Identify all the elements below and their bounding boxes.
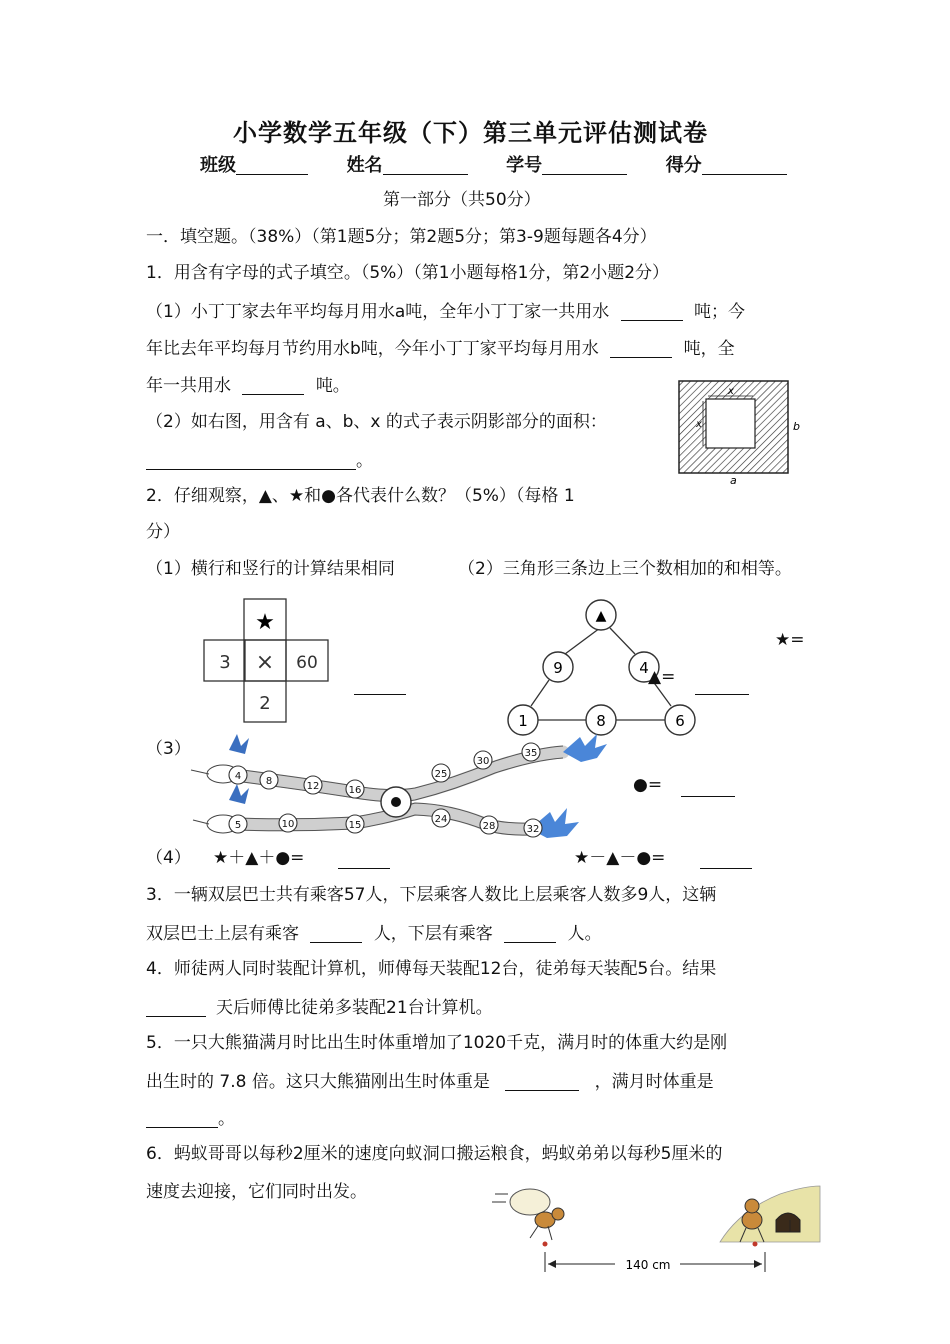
header-info <box>200 156 787 175</box>
circle-equals: ●= <box>633 775 663 795</box>
dragon-horn-icon <box>229 784 249 804</box>
dragon-figure <box>185 732 625 842</box>
q3-text: 人，下层有乘客 <box>373 924 493 944</box>
q1-p1-line3 <box>146 376 350 395</box>
page-title: 小学数学五年级（下）第三单元评估测试卷 <box>233 119 708 147</box>
answer-blank[interactable] <box>695 676 749 695</box>
q3-text: 双层巴士上层有乘客 <box>146 924 299 944</box>
inner-square <box>706 399 755 448</box>
q3-line1: 3．一辆双层巴士共有乘客57人，下层乘客人数比上层乘客人数多9人，这辆 <box>146 885 717 905</box>
q5-line1: 5．一只大熊猫满月时比出生时体重增加了1020千克，满月时的体重大约是刚 <box>146 1033 728 1053</box>
q1-text: 吨，全 <box>683 339 735 359</box>
q1-text: 。 <box>356 451 373 471</box>
q1-text: 年一共用水 <box>146 376 231 396</box>
center-circle <box>391 797 401 807</box>
dragon-number: 28 <box>482 821 496 832</box>
dragon-number: 8 <box>265 776 273 787</box>
dragon-tail-icon <box>563 734 607 762</box>
answer-blank[interactable] <box>242 376 304 395</box>
label-a: a <box>730 474 737 487</box>
part-heading: 第一部分（共50分） <box>383 190 541 210</box>
q5-text: 出生时的 7.8 倍。这只大熊猫刚出生时体重是 <box>146 1072 490 1092</box>
q5-line2 <box>146 1072 714 1091</box>
dragon-number: 24 <box>434 814 448 825</box>
q5-line3 <box>146 1109 235 1128</box>
q4-line2 <box>146 998 493 1017</box>
dragon-number: 12 <box>306 781 320 792</box>
score-blank[interactable] <box>702 156 787 175</box>
answer-blank[interactable] <box>146 998 206 1017</box>
label-x-top: x <box>728 386 734 397</box>
dragon-number: 25 <box>434 769 448 780</box>
q2-sub3: （3） <box>146 739 191 759</box>
q4-line1: 4．师徒两人同时装配计算机，师傅每天装配12台，徒弟每天装配5台。结果 <box>146 959 717 979</box>
name-blank[interactable] <box>383 156 468 175</box>
section-heading: 一．填空题。（38%）（第1题5分；第2题5分；第3-9题每题各4分） <box>146 227 657 247</box>
score-label: 得分 <box>665 155 702 176</box>
q2-sub4: （4） <box>146 848 191 868</box>
answer-blank[interactable] <box>700 850 752 869</box>
ant-figure <box>490 1180 830 1280</box>
q4-text: 天后师傅比徒弟多装配21台计算机。 <box>216 998 493 1018</box>
class-label: 班级 <box>200 155 236 176</box>
food-icon <box>510 1189 550 1215</box>
name-label: 姓名 <box>346 155 383 176</box>
q2-sub2: （2）三角形三条边上三个数相加的和相等。 <box>458 559 792 579</box>
expr1: ★＋▲＋●= <box>213 848 305 868</box>
triangle-equals: ▲= <box>648 667 676 687</box>
grid-bottom: 2 <box>259 693 271 714</box>
dragon-number: 10 <box>281 819 295 830</box>
dragon-number: 5 <box>234 820 242 831</box>
ant-small-icon <box>742 1211 762 1229</box>
answer-blank[interactable] <box>610 339 672 358</box>
answer-blank[interactable] <box>681 778 735 797</box>
q2-sub1: （1）横行和竖行的计算结果相同 <box>146 559 395 579</box>
answer-blank[interactable] <box>621 302 683 321</box>
dragon-horn-icon <box>229 734 249 754</box>
distance-label: 140 cm <box>625 1258 671 1272</box>
dragon-number: 4 <box>234 771 242 782</box>
q5-text: 。 <box>218 1109 235 1129</box>
grid-times: × <box>255 650 275 675</box>
q1-p2-answer <box>146 451 373 470</box>
q2-heading: 2．仔细观察，▲、★和●各代表什么数？（5%）（每格 1 <box>146 486 575 506</box>
grid-answer <box>354 676 406 695</box>
class-blank[interactable] <box>236 156 308 175</box>
triangle-bottom-mid: 8 <box>596 712 606 730</box>
answer-blank[interactable] <box>505 1072 579 1091</box>
dragon-number: 15 <box>348 820 362 831</box>
q1-p1-line2 <box>146 339 735 358</box>
expr2-answer <box>700 850 752 869</box>
triangle-bottom-left: 1 <box>518 712 528 730</box>
label-b: b <box>793 420 800 433</box>
answer-blank[interactable] <box>146 451 356 470</box>
q5-text: ，满月时体重是 <box>594 1072 714 1092</box>
expr2: ★－▲－●= <box>574 848 666 868</box>
triangle-left-mid: 9 <box>553 659 563 677</box>
shaded-area-figure <box>672 378 802 488</box>
grid-right: 60 <box>296 653 318 673</box>
answer-blank[interactable] <box>504 924 556 943</box>
hill <box>720 1186 820 1242</box>
dragon-number: 16 <box>348 785 362 796</box>
q1-p2: （2）如右图，用含有 a、b、x 的式子表示阴影部分的面积： <box>146 412 607 432</box>
answer-blank[interactable] <box>354 676 406 695</box>
cross-grid <box>203 598 333 728</box>
q1-text: 吨；今 <box>694 302 746 322</box>
q1-text: 年比去年平均每月节约用水b吨，今年小丁丁家平均每月用水 <box>146 339 599 359</box>
number-blank[interactable] <box>542 156 627 175</box>
dragon-number: 35 <box>524 748 538 759</box>
circle-answer <box>681 778 735 797</box>
dragon-number: 30 <box>476 756 490 767</box>
expr1-answer <box>338 850 390 869</box>
answer-blank[interactable] <box>310 924 362 943</box>
label-x-left: x <box>696 419 702 430</box>
q3-line2 <box>146 924 602 943</box>
number-label: 学号 <box>506 155 543 176</box>
triangle-answer <box>695 676 749 695</box>
ant-hole <box>776 1213 800 1232</box>
q1-text: （1）小丁丁家去年平均每月用水a吨，全年小丁丁家一共用水 <box>146 302 610 322</box>
q6-line1: 6．蚂蚁哥哥以每秒2厘米的速度向蚁洞口搬运粮食，蚂蚁弟弟以每秒5厘米的 <box>146 1144 723 1164</box>
star-equals: ★= <box>775 630 805 650</box>
q3-text: 人。 <box>567 924 602 944</box>
triangle-bottom-right: 6 <box>675 712 685 730</box>
triangle-right-mid: 4 <box>639 659 649 677</box>
q1-text: 吨。 <box>315 376 350 396</box>
q1-heading: 1．用含有字母的式子填空。（5%）（第1小题每格1分，第2小题2分） <box>146 263 670 283</box>
q6-line2: 速度去迎接，它们同时出发。 <box>146 1182 367 1202</box>
answer-blank[interactable] <box>146 1109 218 1128</box>
triangle-top: ▲ <box>595 608 607 624</box>
q1-p1-line1 <box>146 302 745 321</box>
grid-star: ★ <box>255 610 275 635</box>
dragon-number: 32 <box>526 824 540 835</box>
q2-heading-cont: 分） <box>146 522 180 542</box>
answer-blank[interactable] <box>338 850 390 869</box>
grid-left: 3 <box>219 652 231 673</box>
